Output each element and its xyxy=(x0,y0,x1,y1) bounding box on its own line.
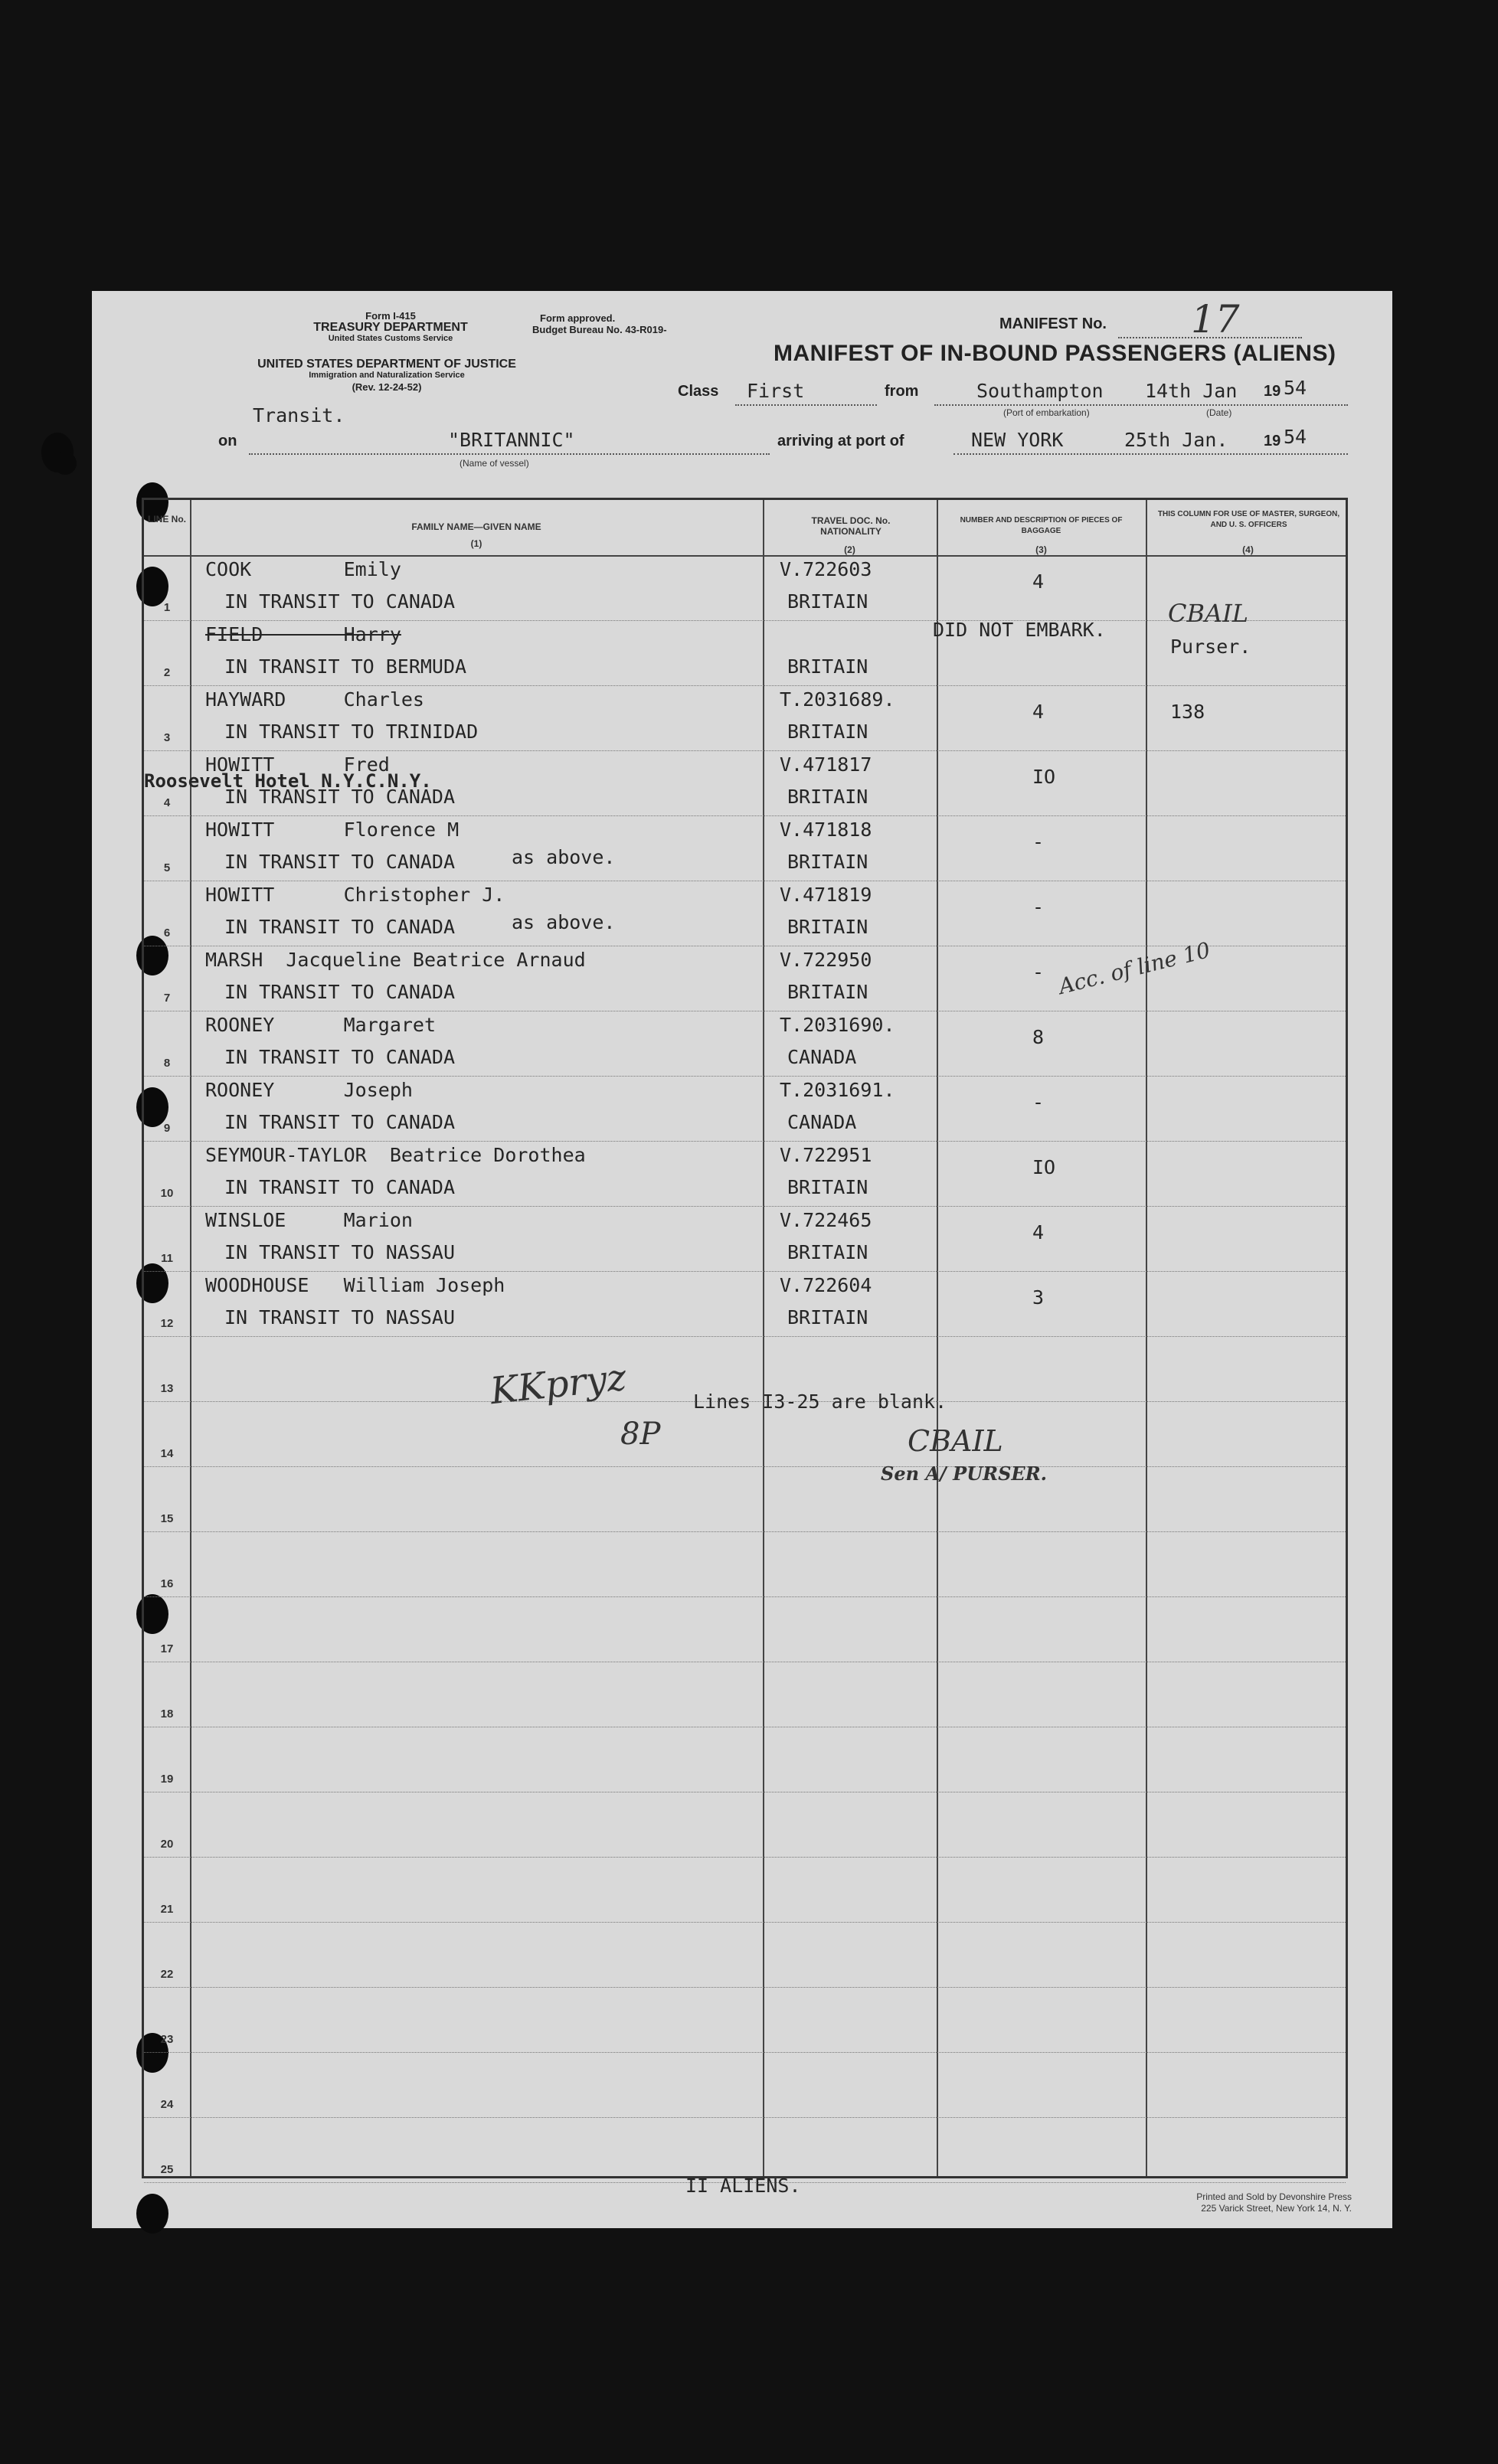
passenger-name: HOWITT Fred xyxy=(205,753,390,776)
travel-doc-number: V.722951 xyxy=(780,1144,872,1166)
col-name: FAMILY NAME—GIVEN NAME xyxy=(411,521,541,532)
col-officers-num: (4) xyxy=(1242,544,1254,555)
baggage-count: IO xyxy=(1032,766,1056,788)
arriving-label: arriving at port of xyxy=(777,433,904,449)
manifest-no-label: MANIFEST No. xyxy=(999,315,1107,332)
passenger-name: MARSH Jacqueline Beatrice Arnaud xyxy=(205,949,586,971)
transit-destination: IN TRANSIT TO CANADA xyxy=(224,981,456,1003)
line-number: 15 xyxy=(160,1512,174,1525)
purser-signature: CBAIL xyxy=(908,1424,1003,1458)
class-value: First xyxy=(747,380,805,402)
transit-destination: IN TRANSIT TO CANADA xyxy=(224,786,456,808)
did-not-embark: DID NOT EMBARK. xyxy=(933,619,1106,641)
passenger-name: HOWITT Florence M xyxy=(205,819,460,841)
manifest-no-value: 17 xyxy=(1191,297,1240,341)
nationality: BRITAIN xyxy=(787,1241,868,1263)
form-number: Form I-415 xyxy=(365,310,416,322)
embark-date: 14th Jan xyxy=(1145,380,1238,402)
line-number: 8 xyxy=(163,1057,171,1070)
budget-bureau: Budget Bureau No. 43-R019- xyxy=(532,324,667,335)
transit-destination: IN TRANSIT TO TRINIDAD xyxy=(224,721,479,743)
baggage-count: 4 xyxy=(1032,701,1045,723)
nationality: BRITAIN xyxy=(787,721,868,743)
travel-doc-number: T.2031691. xyxy=(780,1079,895,1101)
ins-service: Immigration and Naturalization Service xyxy=(309,371,465,380)
line-number: 24 xyxy=(160,2098,174,2111)
transit-destination: IN TRANSIT TO NASSAU xyxy=(224,1241,456,1263)
travel-doc-number: V.471817 xyxy=(780,753,872,776)
passenger-name: HAYWARD Charles xyxy=(205,688,424,711)
nationality: BRITAIN xyxy=(787,851,868,873)
line-number: 5 xyxy=(163,861,171,874)
as-above-note: as above. xyxy=(512,911,616,933)
embark-port: Southampton xyxy=(976,380,1104,402)
line-number: 12 xyxy=(160,1317,174,1330)
form-header-justice xyxy=(207,358,567,393)
line-number: 16 xyxy=(160,1577,174,1590)
inspector-signature: KKpryz xyxy=(488,1355,629,1413)
port-embark-sub: (Port of embarkation) xyxy=(1003,407,1090,418)
passenger-name: FIELD Harry xyxy=(205,623,401,645)
passenger-name: ROONEY Margaret xyxy=(205,1014,437,1036)
vessel-sub: (Name of vessel) xyxy=(460,458,529,469)
transit-destination: IN TRANSIT TO CANADA xyxy=(224,1176,456,1198)
travel-doc-number: V.471819 xyxy=(780,884,872,906)
class-label: Class xyxy=(678,383,719,400)
passenger-name: ROONEY Joseph xyxy=(205,1079,413,1101)
printer-line2: 225 Varick Street, New York 14, N. Y. xyxy=(1201,2203,1352,2214)
officer-note: Purser. xyxy=(1170,636,1251,658)
manifest-title: MANIFEST OF IN-BOUND PASSENGERS (ALIENS) xyxy=(774,341,1336,366)
passenger-table xyxy=(142,498,1348,2178)
col-doc-num: (2) xyxy=(844,544,855,555)
col-officers: THIS COLUMN FOR USE OF MASTER, SURGEON, AND U. S. OFFICERS xyxy=(1157,510,1340,529)
from-label: from xyxy=(885,383,919,400)
nationality: CANADA xyxy=(787,1111,857,1133)
passenger-name: WINSLOE Marion xyxy=(205,1209,413,1231)
col-baggage-num: (3) xyxy=(1035,544,1047,555)
line-number: 23 xyxy=(160,2033,174,2046)
line7-note: Acc. of line 10 xyxy=(1056,936,1213,1000)
arrival-port: NEW YORK xyxy=(971,429,1064,451)
nationality: CANADA xyxy=(787,1046,857,1068)
embark-year: 54 xyxy=(1284,377,1307,399)
travel-doc-number: V.722603 xyxy=(780,558,872,580)
passenger-name: COOK Emily xyxy=(205,558,401,580)
inspector-initials: 8P xyxy=(620,1417,661,1452)
line-number: 13 xyxy=(160,1382,174,1395)
treasury-dept: TREASURY DEPARTMENT xyxy=(313,321,468,334)
form-approval xyxy=(532,312,777,335)
nationality: BRITAIN xyxy=(787,655,868,678)
line-number: 21 xyxy=(160,1903,174,1916)
line-number: 22 xyxy=(160,1968,174,1981)
nationality: BRITAIN xyxy=(787,916,868,938)
nationality: BRITAIN xyxy=(787,590,868,613)
nationality: BRITAIN xyxy=(787,786,868,808)
travel-doc-number: V.722950 xyxy=(780,949,872,971)
revision: (Rev. 12-24-52) xyxy=(352,381,422,393)
printer-line1: Printed and Sold by Devonshire Press xyxy=(1196,2191,1352,2202)
passenger-name: HOWITT Christopher J. xyxy=(205,884,505,906)
nationality: BRITAIN xyxy=(787,981,868,1003)
punch-hole xyxy=(136,2194,168,2234)
purser-title: Sen A/ PURSER. xyxy=(881,1462,1047,1485)
printer-footer xyxy=(1118,2191,1352,2214)
nationality: BRITAIN xyxy=(787,1176,868,1198)
baggage-count: 3 xyxy=(1032,1286,1045,1309)
line-number: 19 xyxy=(160,1773,174,1786)
baggage-count: - xyxy=(1032,961,1045,983)
total-aliens: II ALIENS. xyxy=(685,2175,801,2197)
transit-note: Transit. xyxy=(253,404,345,426)
line-number: 4 xyxy=(163,796,171,809)
nationality: BRITAIN xyxy=(787,1306,868,1328)
line-number: 3 xyxy=(163,731,171,744)
transit-destination: IN TRANSIT TO CANADA xyxy=(224,916,456,938)
line-number: 1 xyxy=(163,601,171,614)
col-doc: TRAVEL DOC. No. NATIONALITY xyxy=(811,515,891,537)
line-number: 11 xyxy=(161,1252,173,1265)
line-number: 18 xyxy=(160,1707,174,1721)
vessel-name: "BRITANNIC" xyxy=(448,429,575,451)
line-number: 17 xyxy=(160,1642,174,1655)
col-name-num: (1) xyxy=(470,538,482,549)
on-label: on xyxy=(218,433,237,449)
arrival-year: 54 xyxy=(1284,426,1307,448)
travel-doc-number: V.722604 xyxy=(780,1274,872,1296)
baggage-count: - xyxy=(1032,831,1045,853)
line-number: 9 xyxy=(163,1122,171,1135)
approved-text: Form approved. xyxy=(540,312,616,324)
line-number: 2 xyxy=(163,666,171,679)
baggage-count: - xyxy=(1032,1091,1045,1113)
baggage-count: IO xyxy=(1032,1156,1056,1178)
line-number: 14 xyxy=(160,1447,174,1460)
travel-doc-number: V.471818 xyxy=(780,819,872,841)
punch-hole xyxy=(54,452,77,475)
line-number: 10 xyxy=(160,1187,174,1200)
baggage-count: 4 xyxy=(1032,570,1045,593)
transit-destination: IN TRANSIT TO CANADA xyxy=(224,590,456,613)
arrival-date: 25th Jan. xyxy=(1124,429,1228,451)
form-header-left xyxy=(260,310,521,345)
arrival-year-prefix: 19 xyxy=(1264,433,1281,449)
baggage-count: 8 xyxy=(1032,1026,1045,1048)
travel-doc-number: T.2031690. xyxy=(780,1014,895,1036)
travel-doc-number: T.2031689. xyxy=(780,688,895,711)
line-number: 6 xyxy=(163,926,171,940)
justice-dept: UNITED STATES DEPARTMENT OF JUSTICE xyxy=(257,358,516,371)
embark-year-prefix: 19 xyxy=(1264,383,1281,400)
travel-doc-number: V.722465 xyxy=(780,1209,872,1231)
col-baggage: NUMBER AND DESCRIPTION OF PIECES OF BAGGAGE xyxy=(960,516,1123,535)
officer-signature: CBAIL xyxy=(1168,599,1248,628)
officer-note: 138 xyxy=(1170,701,1205,723)
transit-destination: IN TRANSIT TO CANADA xyxy=(224,1046,456,1068)
passenger-name: SEYMOUR-TAYLOR Beatrice Dorothea xyxy=(205,1144,586,1166)
baggage-count: - xyxy=(1032,896,1045,918)
date-sub: (Date) xyxy=(1206,407,1232,418)
address-note: Roosevelt Hotel N.Y.C.N.Y. xyxy=(144,770,432,792)
line-number: 25 xyxy=(160,2163,174,2176)
customs-service: United States Customs Service xyxy=(328,334,453,343)
line-number: 7 xyxy=(163,992,171,1005)
transit-destination: IN TRANSIT TO CANADA xyxy=(224,851,456,873)
transit-destination: IN TRANSIT TO BERMUDA xyxy=(224,655,467,678)
passenger-name: WOODHOUSE William Joseph xyxy=(205,1274,505,1296)
transit-destination: IN TRANSIT TO NASSAU xyxy=(224,1306,456,1328)
blank-lines-note: Lines I3-25 are blank. xyxy=(693,1390,947,1413)
baggage-count: 4 xyxy=(1032,1221,1045,1243)
line-number: 20 xyxy=(160,1838,174,1851)
as-above-note: as above. xyxy=(512,846,616,868)
transit-destination: IN TRANSIT TO CANADA xyxy=(224,1111,456,1133)
col-line-no: LINE No. xyxy=(148,514,186,524)
